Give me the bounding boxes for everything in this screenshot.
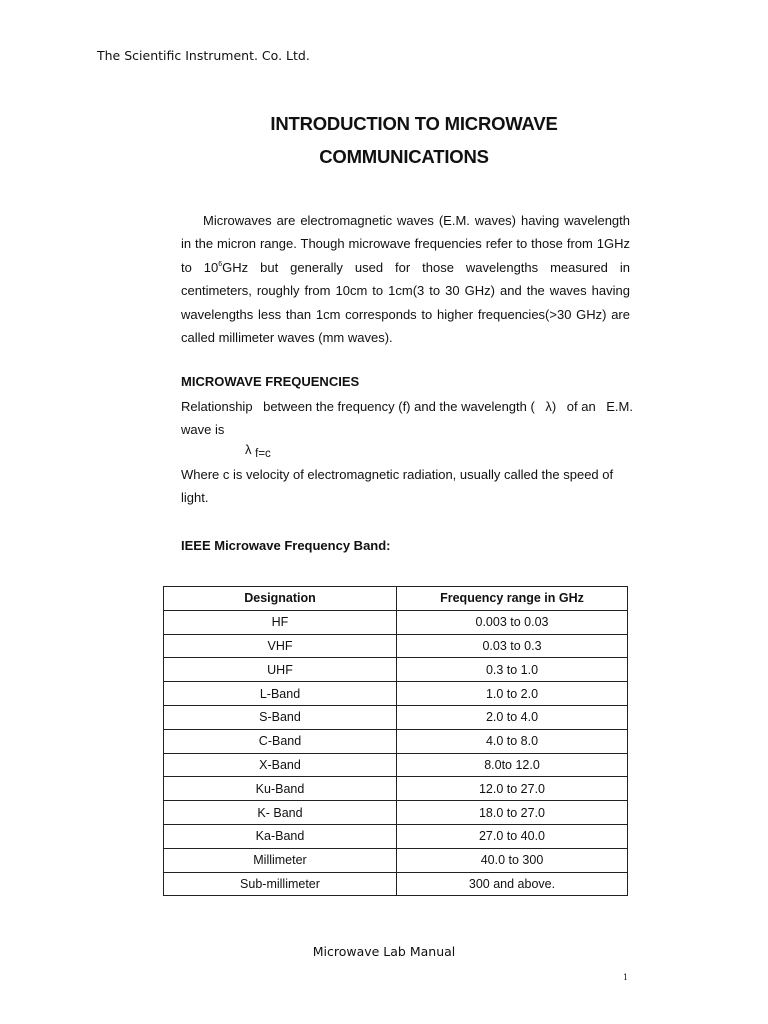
band-designation-cell: C-Band [164, 729, 397, 753]
column-header-frequency: Frequency range in GHz [397, 587, 628, 611]
band-designation-cell: X-Band [164, 753, 397, 777]
lambda-symbol: λ) [545, 399, 557, 414]
intro-line: in the micron range. Though microwave frequencies refer to those from 1GHz [181, 236, 630, 252]
frequency-range-cell: 0.3 to 1.0 [397, 658, 628, 682]
intro-line: centimeters, roughly from 10cm to 1cm(3 to 30 GHz) and the waves having [181, 283, 630, 299]
band-designation-cell: K- Band [164, 801, 397, 825]
page-title-line2: COMMUNICATIONS [319, 146, 489, 167]
intro-line: to $10^6GHz$ but generally used for those wavelengths measured in [181, 259, 630, 275]
band-designation-cell: Ku-Band [164, 777, 397, 801]
frequency-range-cell: 40.0 to 300 [397, 848, 628, 872]
lambda-symbol: λ [245, 442, 252, 457]
band-designation-cell: Ka-Band [164, 824, 397, 848]
frequency-range-cell: 1.0 to 2.0 [397, 682, 628, 706]
footer-manual-title: Microwave Lab Manual [312, 944, 456, 959]
frequency-range-cell: 18.0 to 27.0 [397, 801, 628, 825]
intro-line: wavelengths less than 1cm corresponds to higher frequencies(>30 GHz) are [181, 306, 630, 322]
table-row [164, 872, 628, 896]
frequency-range-cell: 4.0 to 8.0 [397, 729, 628, 753]
wavelength-formula: λ f=c [245, 442, 271, 460]
table-row [164, 777, 628, 801]
section-heading-frequencies: MICROWAVE FREQUENCIES [181, 374, 360, 389]
table-row [164, 801, 628, 825]
page-title-line1: INTRODUCTION TO MICROWAVE [270, 113, 558, 134]
intro-paragraph [181, 209, 630, 349]
relationship-text: Relationship between the frequency (f) and the wavelength ( λ) of an E.M. wave is [181, 395, 633, 442]
band-designation-cell: S-Band [164, 705, 397, 729]
speed-of-light-text: Where c is velocity of electromagnetic radiation, usually called the speed of light. [181, 467, 614, 506]
band-designation-cell: Sub-millimeter [164, 872, 397, 896]
frequency-range-cell: 2.0 to 4.0 [397, 705, 628, 729]
column-header-designation: Designation [164, 587, 397, 611]
band-designation-cell: HF [164, 610, 397, 634]
table-row [164, 848, 628, 872]
table-header-row [164, 587, 628, 611]
table-row [164, 824, 628, 848]
frequency-range-cell: 27.0 to 40.0 [397, 824, 628, 848]
frequency-band-table [163, 586, 628, 896]
section-heading-ieee-bands: IEEE Microwave Frequency Band: [181, 538, 391, 553]
exponent: 6 [218, 260, 223, 268]
frequency-range-cell: 300 and above. [397, 872, 628, 896]
company-header: The Scientific Instrument. Co. Ltd. [97, 48, 310, 63]
page-number: 1 [623, 973, 629, 982]
frequency-range-cell: 12.0 to 27.0 [397, 777, 628, 801]
frequency-range-cell: 0.03 to 0.3 [397, 634, 628, 658]
table-row [164, 705, 628, 729]
table-row [164, 753, 628, 777]
band-designation-cell: VHF [164, 634, 397, 658]
intro-line: Microwaves are electromagnetic waves (E.M. waves) having wavelength [203, 213, 630, 228]
band-designation-cell: L-Band [164, 682, 397, 706]
table-row [164, 634, 628, 658]
frequency-range-cell: 8.0to 12.0 [397, 753, 628, 777]
band-designation-cell: Millimeter [164, 848, 397, 872]
table-row [164, 658, 628, 682]
frequency-range-cell: 0.003 to 0.03 [397, 610, 628, 634]
band-designation-cell: UHF [164, 658, 397, 682]
table-row [164, 729, 628, 753]
table-row [164, 610, 628, 634]
table-row [164, 682, 628, 706]
intro-line: called millimeter waves (mm waves). [181, 329, 393, 345]
